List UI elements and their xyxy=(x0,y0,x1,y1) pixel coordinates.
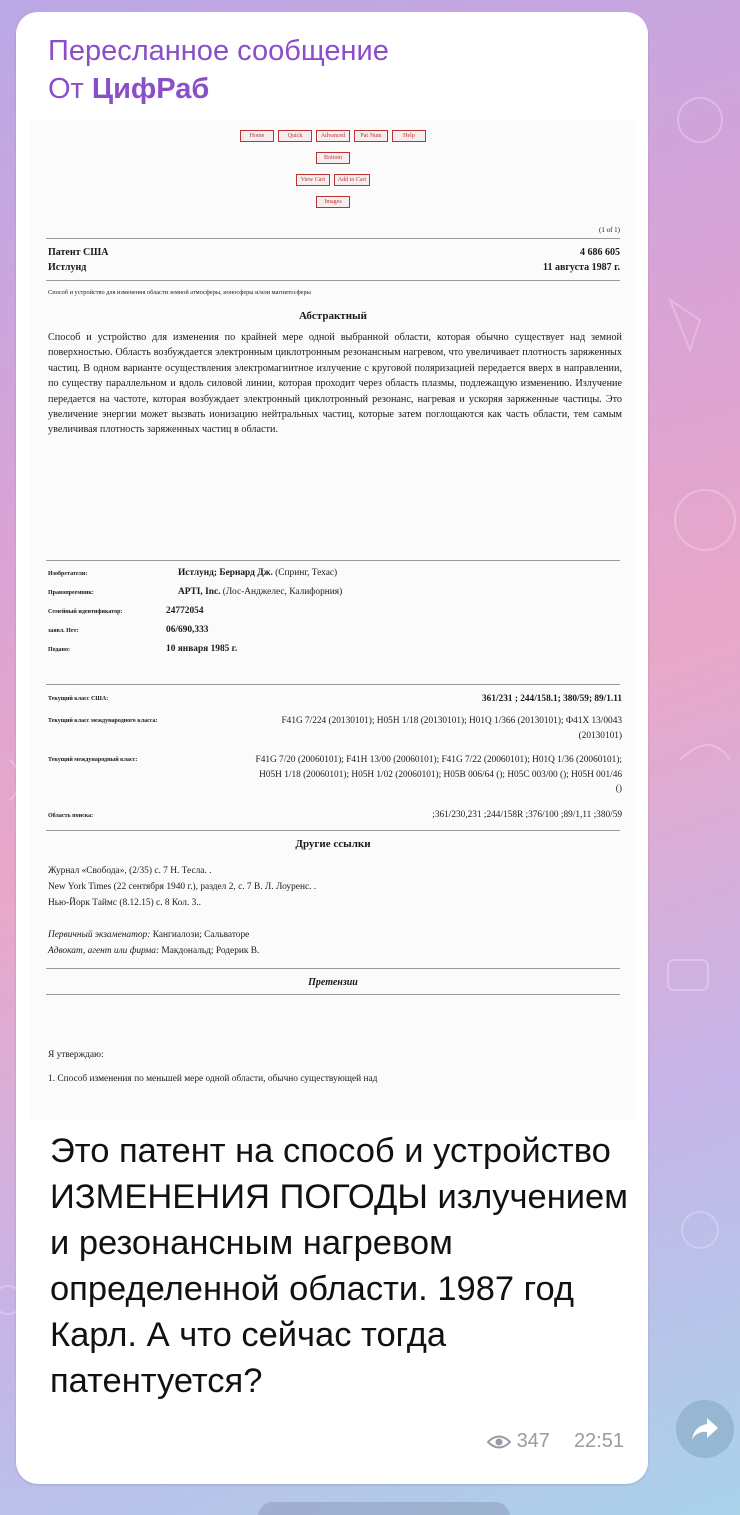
divider xyxy=(46,684,620,685)
nav-add-cart-button: Add to Cart xyxy=(334,174,370,186)
class-label: Текущий класс международного класса: xyxy=(48,718,158,724)
divider xyxy=(46,238,620,239)
nav-row-bottom xyxy=(30,152,636,164)
nav-view-cart-button: View Cart xyxy=(296,174,330,186)
class-value: F41G 7/224 (20130101); H05H 1/18 (20130101); H01Q 1/366 (20130101); Ф41Х 13/0043 (20130101) xyxy=(281,716,622,741)
forward-source-name[interactable]: ЦифРаб xyxy=(91,73,210,105)
page-counter: (1 of 1) xyxy=(599,226,620,234)
claim-1: 1. Способ изменения по меньшей мере одной области, обычно существующей над xyxy=(48,1074,378,1084)
meta-row-family-id xyxy=(48,606,628,624)
nav-images-button: Images xyxy=(316,196,350,208)
meta-value: APTI, Inc. xyxy=(178,587,221,597)
nav-row-images xyxy=(30,196,636,208)
patent-date: 11 августа 1987 г. xyxy=(543,262,620,273)
nav-quick-button: Quick xyxy=(278,130,312,142)
divider xyxy=(46,968,620,969)
nav-advanced-button: Advanced xyxy=(316,130,350,142)
meta-value: 06/690,333 xyxy=(166,625,209,635)
nav-row-main xyxy=(30,130,636,142)
abstract-heading: Абстрактный xyxy=(299,310,367,322)
divider xyxy=(46,994,620,995)
meta-row-filed xyxy=(48,644,628,662)
meta-label: Правопреемник: xyxy=(48,590,94,596)
examiner-value: Кангиалози; Сальваторе xyxy=(152,930,250,940)
meta-label: заявл. Нет: xyxy=(48,628,79,634)
examiner-label: Первичный экзаменатор: xyxy=(48,930,151,940)
message-time: 22:51 xyxy=(573,1430,624,1452)
meta-label: Подано: xyxy=(48,647,70,653)
reference-line: Журнал «Свобода», (2/35) с. 7 Н. Тесла. . xyxy=(48,866,212,876)
meta-row-inventors xyxy=(48,568,628,586)
message-meta xyxy=(487,1430,624,1453)
share-button[interactable] xyxy=(676,1400,734,1458)
divider xyxy=(46,830,620,831)
class-label: Текущий международный класс: xyxy=(48,757,138,763)
nav-row-cart xyxy=(30,174,636,186)
view-count: 347 xyxy=(516,1430,550,1452)
meta-label: Семейный идентификатор: xyxy=(48,609,123,615)
attorney-value: Макдональд; Родерик В. xyxy=(161,946,260,956)
class-value: F41G 7/20 (20060101); F41H 13/00 (20060101); F41G 7/22 (20060101); H01Q 1/36 (20060101); H05H 1/18 (20060101); H05H 1/02 (20060101); H05B 006/64 (); H05C 003/00 (); H05H 001/46 () xyxy=(255,755,622,795)
patent-subtitle: Способ и устройство для изменения области земной атмосферы, ионосферы и/или магнитосферы xyxy=(48,289,311,296)
class-value: 361/231 ; 244/158.1; 380/59; 89/1.11 xyxy=(482,694,622,704)
meta-note: (Лос-Анджелес, Калифорния) xyxy=(222,587,343,597)
nav-patnum-button: Pat Num xyxy=(354,130,388,142)
attorney-label: Адвокат, агент или фирма: xyxy=(48,946,160,956)
forward-arrow-icon xyxy=(690,1416,720,1442)
class-label: Текущий класс США: xyxy=(48,696,109,702)
nav-help-button: Help xyxy=(392,130,426,142)
message-bubble[interactable] xyxy=(16,12,648,1484)
class-label: Область поиска: xyxy=(48,813,94,819)
claims-intro: Я утверждаю: xyxy=(48,1050,104,1060)
nav-home-button: Home xyxy=(240,130,274,142)
patent-label: Патент США xyxy=(48,247,109,258)
divider xyxy=(46,560,620,561)
divider xyxy=(46,280,620,281)
meta-value: Истлунд; Бернард Дж. xyxy=(178,568,273,578)
claims-heading: Претензии xyxy=(308,977,358,988)
meta-label: Изобретатели: xyxy=(48,571,88,577)
inventor-short: Истлунд xyxy=(48,262,87,273)
meta-row-appl-no xyxy=(48,625,628,643)
abstract-text: Способ и устройство для изменения по крайней мере одной выбранной области, которая обычно существует над земной поверхностью. Область возбуждается электронным циклотронным резонансным нагревом, что увеличивает плотность заряженных частиц. В одном варианте осуществления электромагнитное излучение с круговой поляризацией передается вверх в направлении, по существу параллельном и вдоль силовой линии, которая проходит через область плазмы, подлежащую изменению. Излучение передается на частоте, которая возбуждает электронный циклотронный резонанс, нагревая и ускоряя заряженные частицы. Это увеличение энергии может вызвать ионизацию нейтральных частиц, которые затем поглощаются как часть области, тем самым увеличивая плотность заряженных частиц в области. xyxy=(48,332,622,436)
meta-row-assignee xyxy=(48,587,628,605)
from-prefix: От xyxy=(48,73,84,105)
patent-document-image[interactable] xyxy=(30,120,636,1120)
eye-icon xyxy=(487,1434,511,1450)
meta-value: 24772054 xyxy=(166,606,204,616)
date-pill xyxy=(258,1502,510,1515)
forwarded-header[interactable] xyxy=(48,32,389,108)
reference-line: Нью-Йорк Таймс (8.12.15) с. 8 Кол. 3.. xyxy=(48,898,202,908)
nav-bottom-button: Bottom xyxy=(316,152,350,164)
reference-line: New York Times (22 сентября 1940 г.), раздел 2, с. 7 В. Л. Лоуренс. . xyxy=(48,882,317,892)
class-value: ;361/230,231 ;244/158R ;376/100 ;89/1,11 ;380/59 xyxy=(432,810,622,820)
meta-value: 10 января 1985 г. xyxy=(166,644,238,654)
message-text: Это патент на способ и устройство ИЗМЕНЕНИЯ ПОГОДЫ излучением и резонансным нагревом определенной области. 1987 год Карл. А что сейчас тогда патентуется? xyxy=(50,1132,628,1400)
other-refs-heading: Другие ссылки xyxy=(295,838,371,850)
patent-number: 4 686 605 xyxy=(580,247,620,258)
meta-note: (Спринг, Техас) xyxy=(275,568,338,578)
forwarded-title: Пересланное сообщение xyxy=(48,35,389,67)
